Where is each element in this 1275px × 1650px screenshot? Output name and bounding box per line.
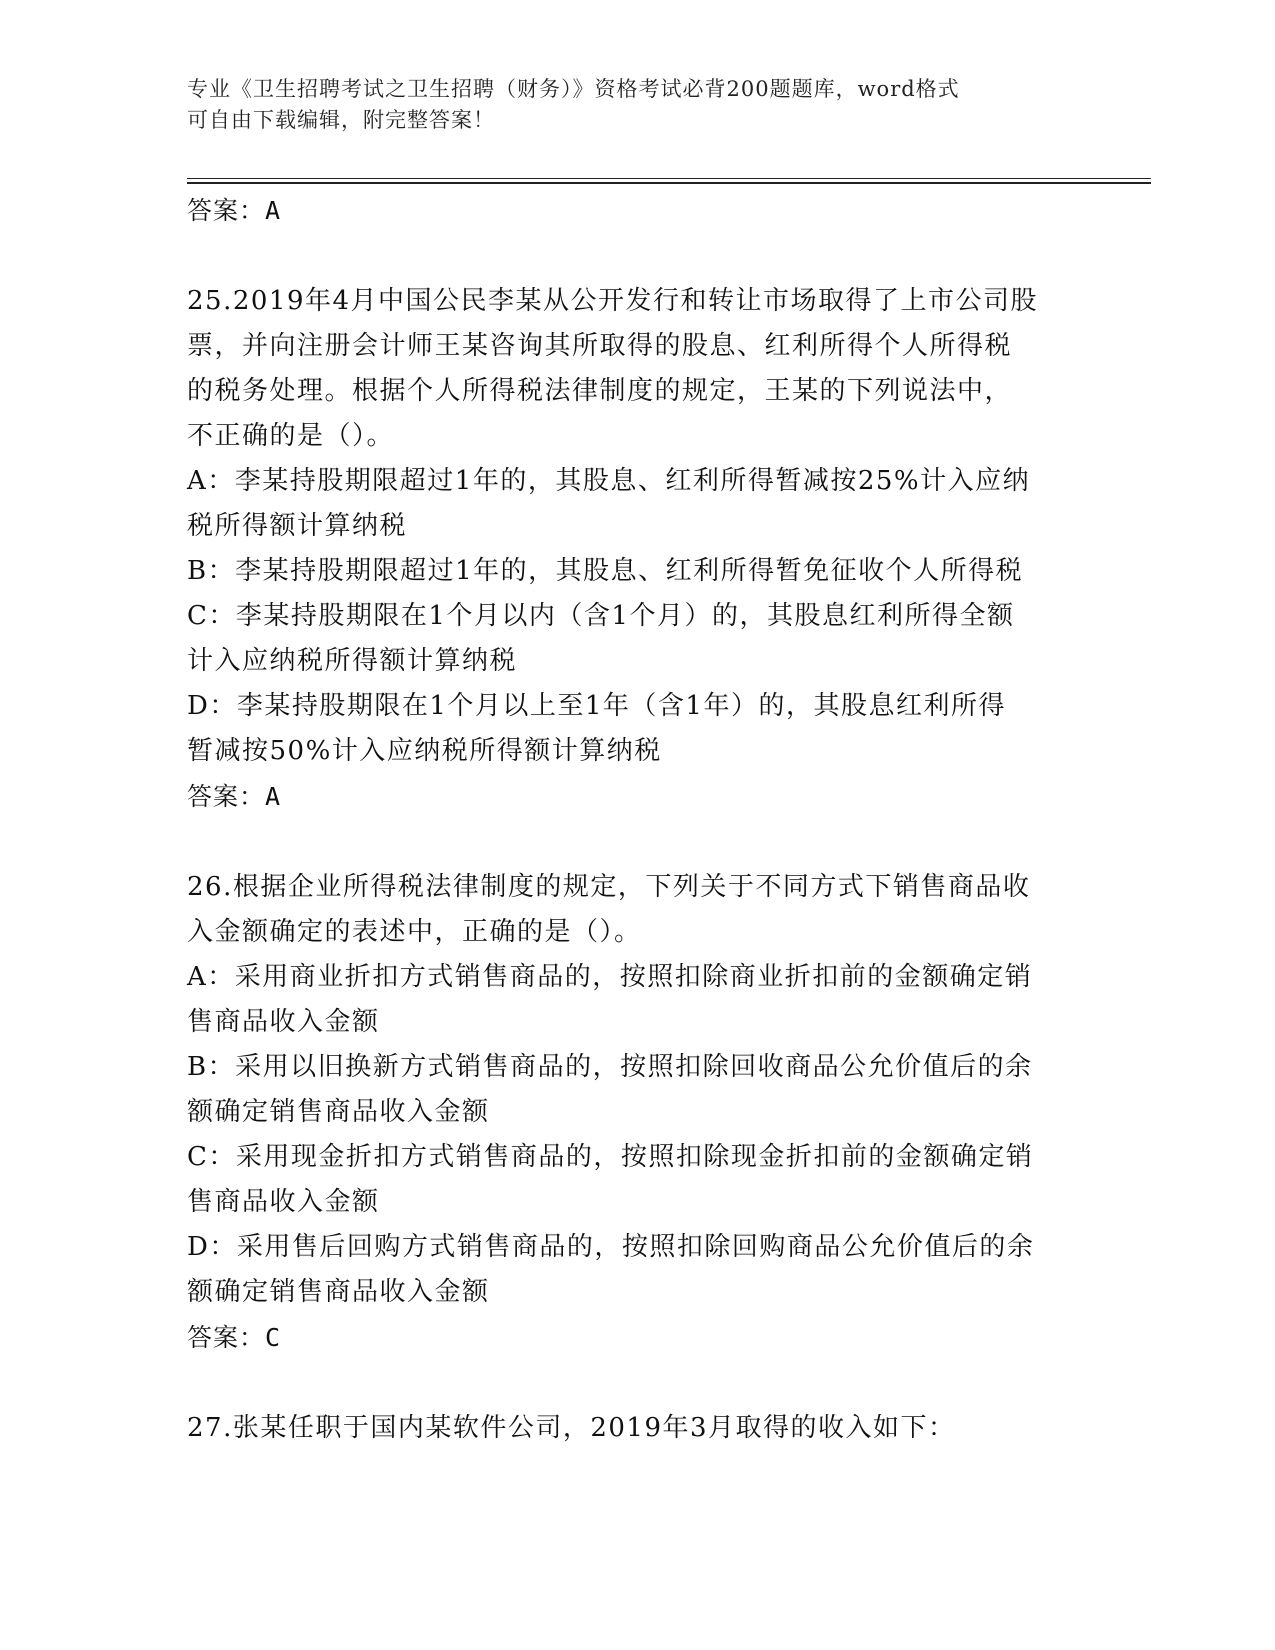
spacer [187,233,1097,279]
spacer [187,1360,1097,1406]
question-27-stem-line: 27.张某任职于国内某软件公司，2019年3月取得的收入如下： [187,1413,956,1443]
question-25-stem-line: 不正确的是（）。 [187,421,395,451]
question-25-option-d: D：李某持股期限在1个月以上至1年（含1年）的，其股息红利所得 [187,691,1006,721]
question-25 [187,279,1097,819]
question-26-option-a-cont: 售商品收入金额 [187,1007,380,1037]
question-25-option-c-cont: 计入应纳税所得额计算纳税 [187,646,518,676]
question-26 [187,865,1097,1360]
question-26-option-d: D：采用售后回购方式销售商品的，按照扣除回购商品公允价值后的余 [187,1232,1035,1262]
question-26-stem-line: 入金额确定的表述中，正确的是（）。 [187,917,642,947]
question-25-option-a-cont: 税所得额计算纳税 [187,511,408,541]
question-26-option-d-cont: 额确定销售商品收入金额 [187,1277,490,1307]
question-26-stem-line: 26.根据企业所得税法律制度的规定，下列关于不同方式下销售商品收 [187,872,1031,902]
header-title-line-2: 可自由下载编辑，附完整答案！ [187,108,495,132]
question-25-option-a: A：李某持股期限超过1年的，其股息、红利所得暂减按25%计入应纳 [187,466,1031,496]
page-header [187,74,1087,136]
header-divider-thick [187,182,1151,184]
question-26-option-c-cont: 售商品收入金额 [187,1187,380,1217]
header-title-line-1: 专业《卫生招聘考试之卫生招聘（财务）》资格考试必背200题题库，word格式 [187,77,960,101]
question-26-option-a: A：采用商业折扣方式销售商品的，按照扣除商业折扣前的金额确定销 [187,962,1033,992]
question-26-option-c: C：采用现金折扣方式销售商品的，按照扣除现金折扣前的金额确定销 [187,1142,1034,1172]
header-divider-thin [187,178,1151,179]
answer-q25: 答案：A [187,782,282,811]
question-25-option-d-cont: 暂减按50%计入应纳税所得额计算纳税 [187,736,662,766]
question-25-option-b: B：李某持股期限超过1年的，其股息、红利所得暂免征收个人所得税 [187,556,1024,586]
question-27 [187,1406,1097,1451]
question-25-stem-line: 25.2019年4月中国公民李某从公开发行和转让市场取得了上市公司股 [187,286,1039,316]
spacer [187,819,1097,865]
answer-q26: 答案：C [187,1323,282,1352]
question-25-stem-line: 票，并向注册会计师王某咨询其所取得的股息、红利所得个人所得税 [187,331,1013,361]
question-25-option-c: C：李某持股期限在1个月以内（含1个月）的，其股息红利所得全额 [187,601,1015,631]
document-body [187,188,1097,1451]
question-26-option-b: B：采用以旧换新方式销售商品的，按照扣除回收商品公允价值后的余 [187,1052,1033,1082]
question-26-option-b-cont: 额确定销售商品收入金额 [187,1097,490,1127]
answer-q24: 答案：A [187,196,282,225]
question-25-stem-line: 的税务处理。根据个人所得税法律制度的规定，王某的下列说法中， [187,376,1013,406]
